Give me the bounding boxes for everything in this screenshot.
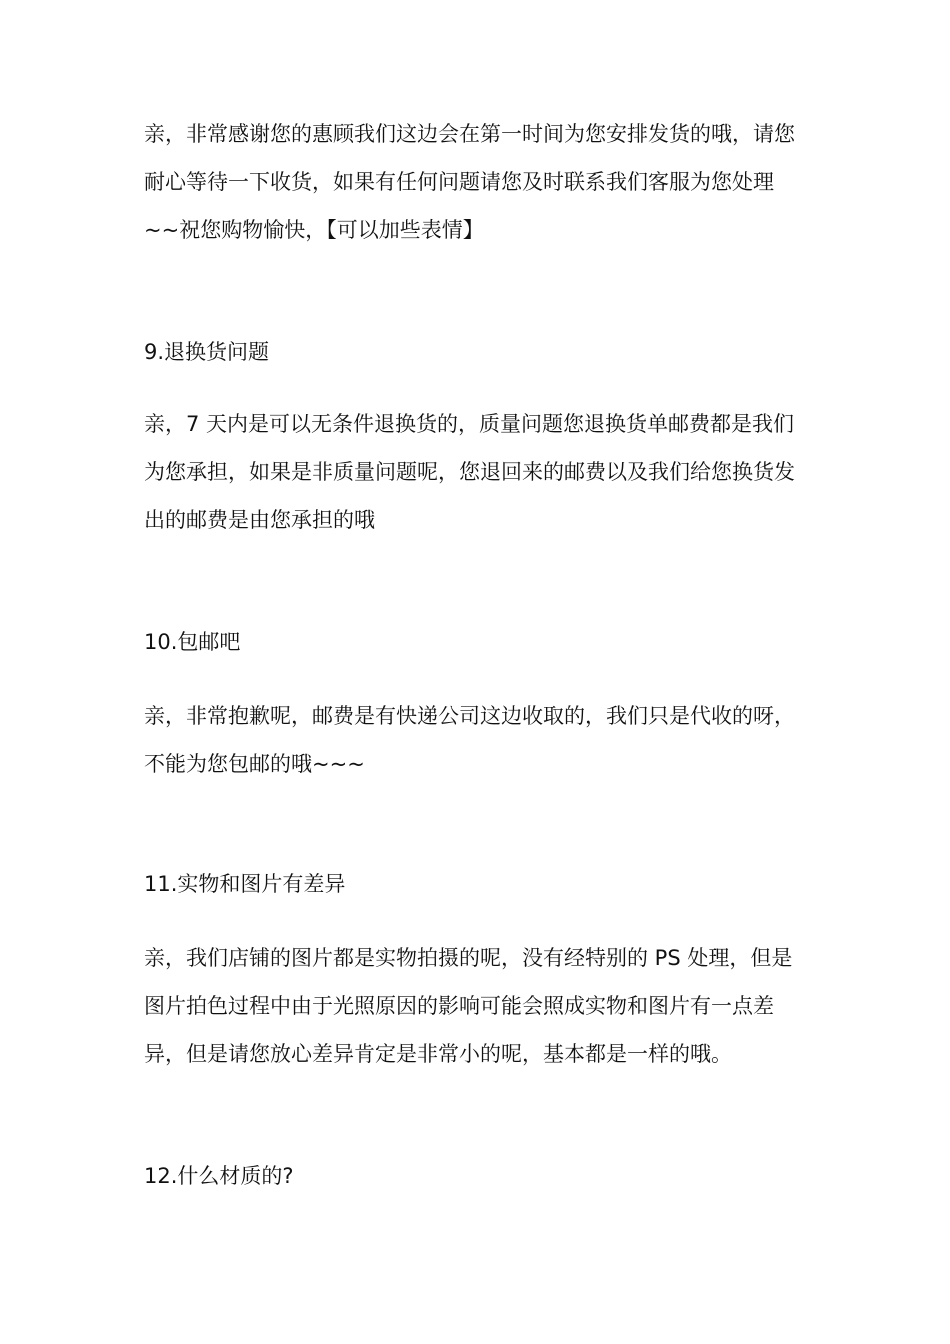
paragraph-shipping-thanks: [144, 110, 816, 254]
text-line: 亲，非常感谢您的惠顾我们这边会在第一时间为您安排发货的哦，请您: [144, 122, 795, 146]
text-line: 耐心等待一下收货，如果有任何问题请您及时联系我们客服为您处理: [144, 170, 774, 194]
text-line: 不能为您包邮的哦~~~: [144, 752, 365, 776]
paragraph-image-difference: [144, 934, 816, 1078]
section-heading-returns: 9.退换货问题: [144, 340, 270, 364]
paragraph-returns: [144, 400, 816, 544]
text-line: 异，但是请您放心差异肯定是非常小的呢，基本都是一样的哦。: [144, 1042, 732, 1066]
text-line: 亲，我们店铺的图片都是实物拍摄的呢，没有经特别的 PS 处理，但是: [144, 946, 793, 970]
text-line: 为您承担，如果是非质量问题呢，您退回来的邮费以及我们给您换货发: [144, 460, 795, 484]
text-line: 图片拍色过程中由于光照原因的影响可能会照成实物和图片有一点差: [144, 994, 774, 1018]
text-line: 亲，非常抱歉呢，邮费是有快递公司这边收取的，我们只是代收的呀，: [144, 704, 795, 728]
text-line: 亲，7 天内是可以无条件退换货的，质量问题您退换货单邮费都是我们: [144, 412, 795, 436]
paragraph-free-shipping: [144, 692, 816, 788]
text-line: ~~祝您购物愉快，【可以加些表情】: [144, 218, 484, 242]
text-line: 出的邮费是由您承担的哦: [144, 508, 375, 532]
section-heading-image-difference: 11.实物和图片有差异: [144, 872, 346, 896]
section-heading-free-shipping: 10.包邮吧: [144, 630, 241, 654]
section-heading-material: 12.什么材质的?: [144, 1164, 294, 1188]
